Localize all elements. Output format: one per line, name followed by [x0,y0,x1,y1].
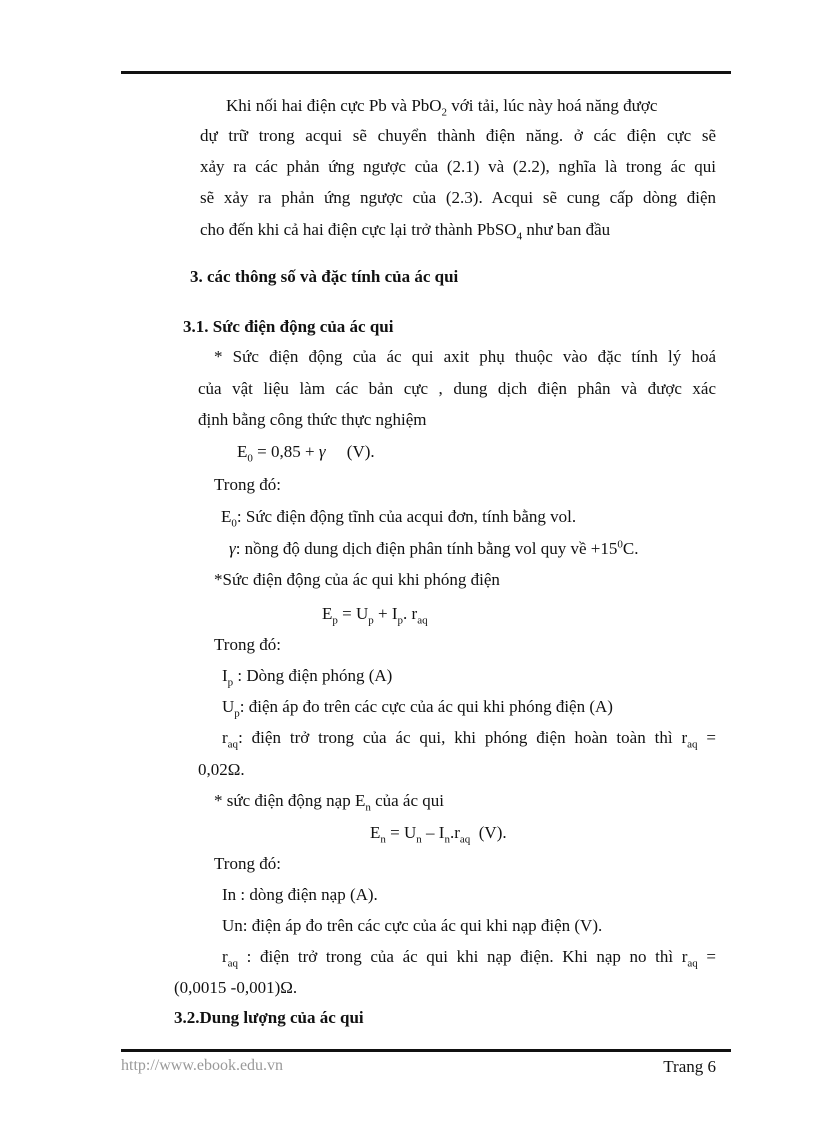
where-label-2: Trong đó: [214,635,281,654]
header-rule [121,71,731,74]
discharge-heading: *Sức điện động của ác qui khi phóng điện [214,570,500,589]
section-3-1-heading: 3.1. Sức điện động của ác qui [183,317,394,336]
ip-definition: $I_p$ : Dòng điện phóng (A) [222,666,393,689]
intro-line-4: sẽ xảy ra phản ứng ngược của (2.3). Acqui sẽ cung cấp dòng điện [200,188,716,207]
section-3-heading: 3. các thông số và đặc tính của ác qui [190,267,459,286]
intro-line-1: Khi nối hai điện cực Pb và PbO$_2$ với tải, lúc này hoá năng được [226,96,658,119]
intro-line-3: xảy ra các phản ứng ngược của (2.1) và (2.2), nghĩa là trong ác qui [200,157,716,176]
intro-line-2: dự trữ trong acqui sẽ chuyển thành điện năng. ở các điện cực sẽ [200,126,716,145]
where-label-1: Trong đó: [214,475,281,494]
s31-para-line-2: của vật liệu làm các bản cực , dung dịch điện phân và được xác [198,379,716,398]
section-3-2-heading: 3.2.Dung lượng của ác qui [174,1008,364,1027]
up-definition: $U_p$: điện áp đo trên các cực của ác qui khi phóng điện (A) [222,697,613,720]
footer-rule [121,1049,731,1052]
raq-charge-value: (0,0015 -0,001)Ω. [174,978,298,997]
page-number: Trang 6 [663,1057,716,1076]
formula-ep: $E_p = U_p + I_p$. $r_{aq}$ [322,604,428,627]
raq-definition: $r_{aq}$: điện trở trong của ác qui, khi phóng điện hoàn toàn thì $r_{aq}$ = [222,728,716,751]
formula-e0: $E_0 = 0,85 + \gamma$ (V). [237,442,375,465]
s31-para-line-3: định bằng công thức thực nghiệm [198,410,427,429]
in-definition: In : dòng điện nạp (A). [222,885,378,904]
un-definition: Un: điện áp đo trên các cực của ác qui khi nạp điện (V). [222,916,603,935]
raq-value: 0,02Ω. [198,760,245,779]
where-label-3: Trong đó: [214,854,281,873]
footer-url-link[interactable]: http://www.ebook.edu.vn [121,1057,284,1074]
s31-para-line-1: * Sức điện động của ác qui axit phụ thuộc vào đặc tính lý hoá [214,347,716,366]
formula-en: $E_n = U_n - I_n.r_{aq}$ (V). [370,823,507,846]
raq-charge-definition: $r_{aq}$ : điện trở trong của ác qui khi nạp điện. Khi nạp no thì $r_{aq}$ = [222,947,716,970]
intro-line-5: cho đến khi cả hai điện cực lại trở thành PbSO$_4$ như ban đầu [200,220,611,243]
gamma-definition: γ: nồng độ dung dịch điện phân tính bằng vol quy về $+15^0C$. [229,538,639,558]
charge-heading: * sức điện động nạp $E_n$ của ác qui [214,791,444,814]
e0-definition: $E_0$: Sức điện động tĩnh của acqui đơn, tính bằng vol. [221,507,577,530]
